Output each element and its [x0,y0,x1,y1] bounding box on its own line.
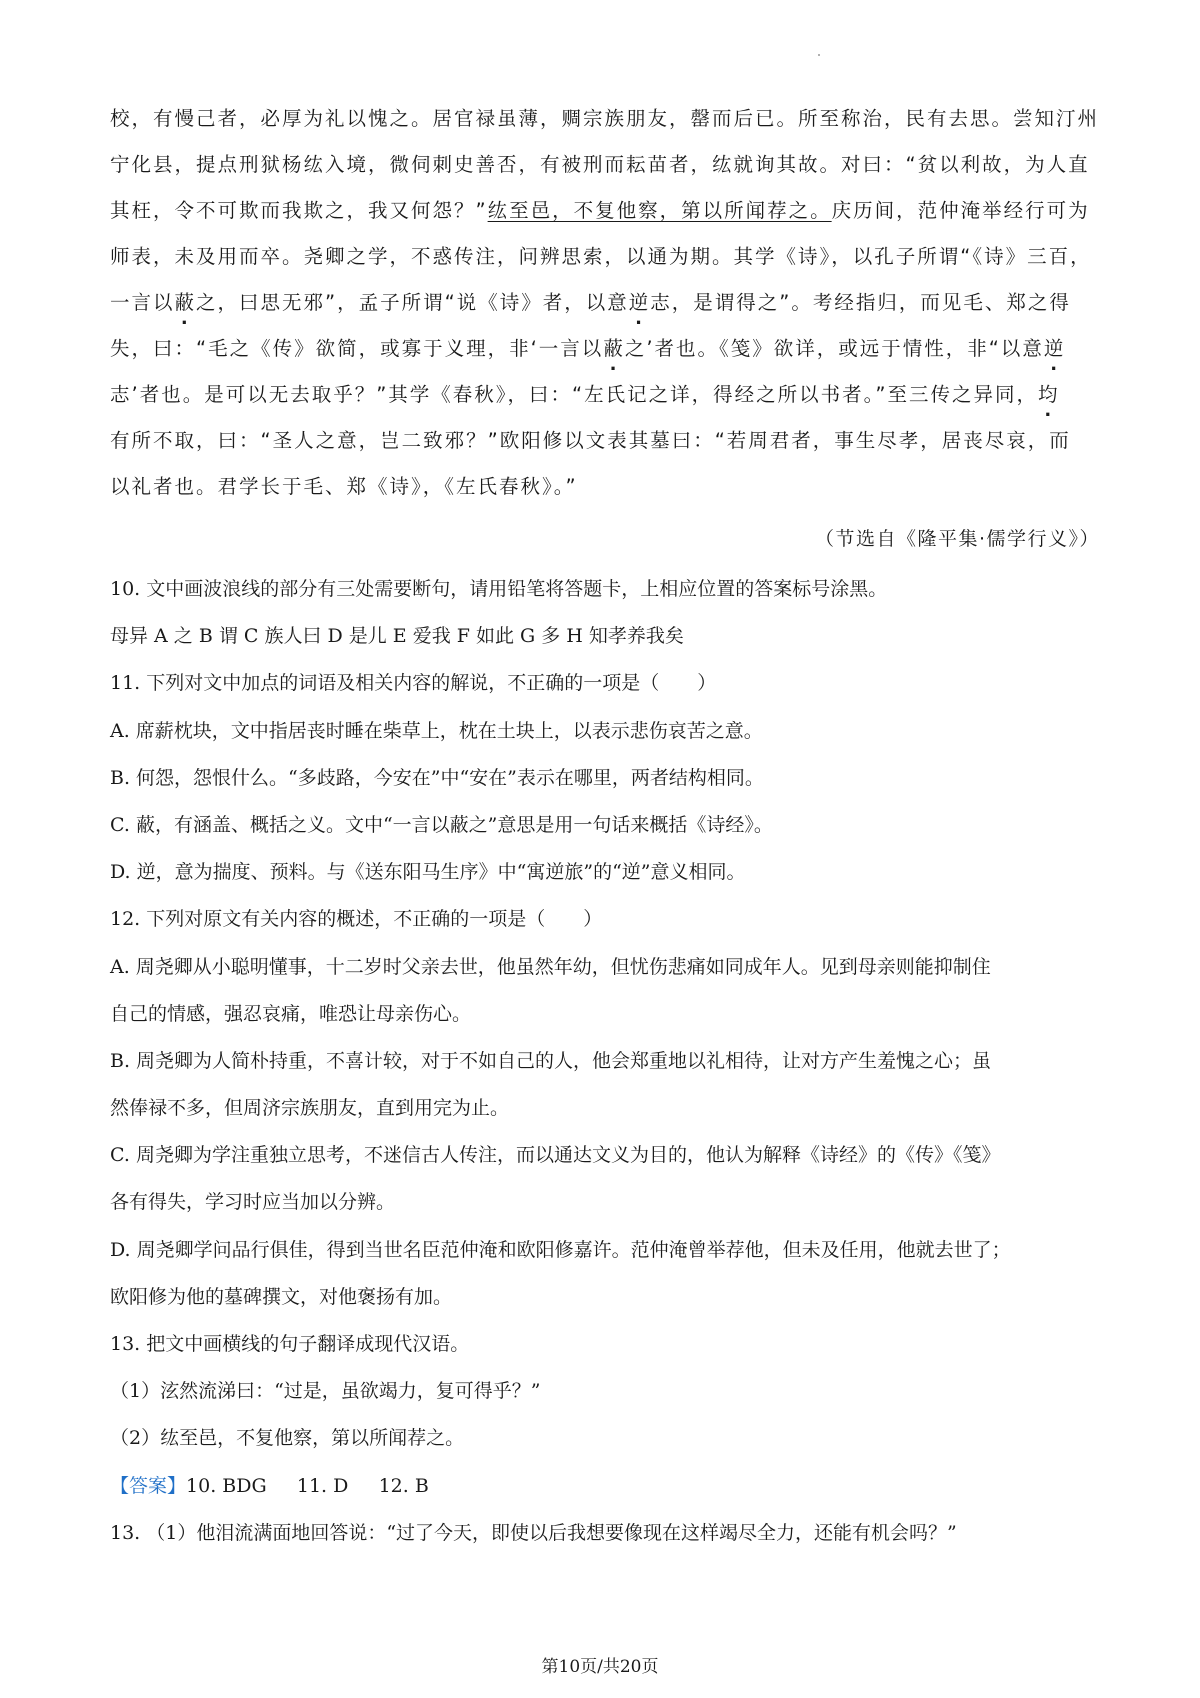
answer-line [110,1463,1105,1510]
question-11: 11. 下列对文中加点的词语及相关内容的解说，不正确的一项是（ ） [110,672,717,695]
dotted-char: 逆 [628,291,651,314]
option-12-b-cont: 然俸禄不多，但周济宗族朋友，直到用完为止。 [110,1097,510,1120]
passage-line [110,372,1100,418]
dotted-char: 逆 [1043,337,1066,360]
passage-text: 失，曰：“毛之《传》欲简，或寡于义理，非‘一言以 [110,337,604,360]
passage-line: 师表，未及用而卒。尧卿之学，不惑传注，问辨思索，以通为期。其学《诗》，以孔子所谓“《诗》三百， [110,245,1092,268]
answer-11: 11. D [296,1474,349,1497]
answer-12: 12. B [378,1474,429,1497]
answer-13-1: 13. （1）他泪流满面地回答说：“过了今天，即使以后我想要像现在这样竭尽全力，还能有机会吗？” [110,1521,957,1544]
passage-line: 以礼者也。君学长于毛、郑《诗》，《左氏春秋》。” [110,475,578,498]
passage-line [110,280,1100,326]
dotted-char: 均 [1038,383,1060,406]
passage-text: 一言以 [110,291,175,314]
passage-text: 志，是谓得之”。考经指归，而见毛、郑之得 [650,291,1071,314]
option-11-b: B. 何怨，怨恨什么。“多歧路，今安在”中“安在”表示在哪里，两者结构相同。 [110,766,764,789]
passage-line [110,188,1100,234]
passage-text: 之’者也。《笺》欲详，或远于情性，非“以意 [624,337,1044,360]
answer-10: 10. BDG [186,1474,267,1497]
question-10: 10. 文中画波浪线的部分有三处需要断句，请用铅笔将答题卡，上相应位置的答案标号涂黑。 [110,578,888,600]
option-11-d: D. 逆，意为揣度、预料。与《送东阳马生序》中“寓逆旅”的“逆”意义相同。 [110,861,746,884]
passage-line: 有所不取，曰：“圣人之意，岂二致邪？”欧阳修以文表其墓曰：“若周君者，事生尽孝，居丧尽哀，而 [110,429,1071,452]
option-12-d-cont: 欧阳修为他的墓碑撰文，对他褒扬有加。 [110,1285,453,1308]
passage-text: 志’者也。是可以无去取乎？”其学《春秋》，曰：“左氏记之详，得经之所以书者。”至三传之异同， [110,383,1039,406]
option-12-b: B. 周尧卿为人简朴持重，不喜计较，对于不如自己的人，他会郑重地以礼相待，让对方产生羞愧之心；虽 [110,1049,992,1072]
dotted-char: 蔽 [603,337,625,360]
passage-text: 庆历间，范仲淹举经行可为 [831,199,1090,222]
passage-line: 校，有慢己者，必厚为礼以愧之。居官禄虽薄，赒宗族朋友，罄而后已。所至称治，民有去思。尝知汀州 [110,107,1100,130]
question-13-1: （1）泫然流涕曰：“过是，虽欲竭力，复可得乎？” [110,1380,541,1403]
questions-section [110,566,1105,1557]
option-12-a-cont: 自己的情感，强忍哀痛，唯恐让母亲伤心。 [110,1002,472,1025]
question-13-2: （2）纮至邑，不复他察，第以所闻荐之。 [110,1427,465,1450]
question-10-text: 母异 A 之 B 谓 C 族人曰 D 是儿 E 爱我 F 如此 G 多 H 知孝养我矣 [110,625,684,648]
passage-line: 宁化县，提点刑狱杨纮入境，微伺刺史善否，有被刑而耘苗者，纮就询其故。对曰：“贫以利故，为人直 [110,153,1090,176]
option-12-c: C. 周尧卿为学注重独立思考，不迷信古人传注，而以通达文义为目的，他认为解释《诗经》的《传》《笺》 [110,1144,1001,1167]
option-12-c-cont: 各有得失，学习时应当加以分辨。 [110,1191,396,1214]
underlined-sentence: 纮至邑，不复他察，第以所闻荐之。 [487,199,832,222]
classical-passage [110,96,1100,510]
scan-dot [818,54,820,56]
question-13: 13. 把文中画横线的句子翻译成现代汉语。 [110,1333,470,1355]
passage-source: （节选自《隆平集·儒学行义》） [814,528,1100,550]
option-12-a: A. 周尧卿从小聪明懂事，十二岁时父亲去世，他虽然年幼，但忧伤悲痛如同成年人。见到母亲则能抑制住 [110,955,991,978]
passage-line [110,326,1100,372]
option-11-a: A. 席薪枕块，文中指居丧时睡在柴草上，枕在土块上，以表示悲伤哀苦之意。 [110,719,763,742]
question-12: 12. 下列对原文有关内容的概述，不正确的一项是（ ） [110,908,603,931]
page-footer: 第10页/共20页 [541,1657,659,1677]
answer-tag: 【答案】 [110,1474,187,1497]
dotted-char: 蔽 [174,291,197,314]
passage-text: 之，曰思无邪”，孟子所谓“说《诗》者，以意 [196,291,629,314]
option-11-c: C. 蔽，有涵盖、概括之义。文中“一言以蔽之”意思是用一句话来概括《诗经》。 [110,813,773,836]
passage-text: 其枉，令不可欺而我欺之，我又何怨？” [110,199,488,222]
option-12-d: D. 周尧卿学问品行俱佳，得到当世名臣范仲淹和欧阳修嘉许。范仲淹曾举荐他，但未及任用，他就去世了； [110,1238,1011,1261]
